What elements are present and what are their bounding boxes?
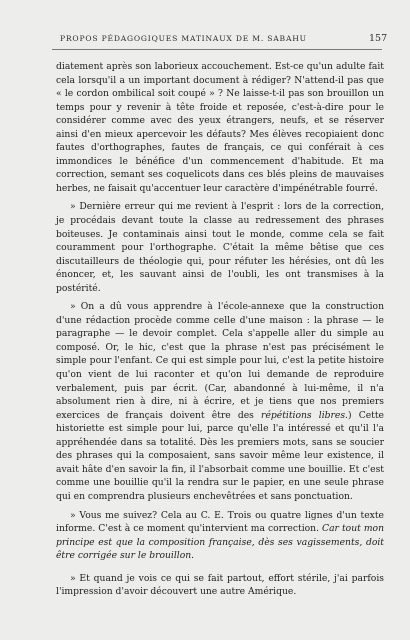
paragraph (56, 572, 384, 599)
italic-segment: répétitions libres. (261, 409, 348, 421)
header-rule (52, 49, 382, 50)
italic-segment: Car tout mon principe est que la composition française, dès ses vagissements, doit être corrigée sur le brouillon. (56, 523, 384, 562)
text-segment: » Dernière erreur qui me revient à l'esprit : lors de la correction, je procédais devant toute la classe au redressement des phrases boiteuses. Je contaminais ainsi tout le monde, comme cela se fait couramment pour l'orthographe. C'était la même bêtise que ces discutailleurs de théologie qui, pour réfuter les hérésies, ont dû les énoncer, et, les sauvant ainsi de l'oubli, les ont transmises à la postérité. (56, 201, 384, 294)
text-segment: diatement après son laborieux accouchement. Est-ce qu'un adulte fait cela lorsqu'il a un important document à rédiger? N'attend-il pas que « le cordon ombilical soit coupé » ? Ne laisse-t-il pas son brouillon un temps pour y revenir à tête froide et reposée, c'est-à-dire pour le considérer comme avec des yeux étrangers, neufs, et se réserver ainsi d'en mieux apercevoir les défauts? Mes élèves recopiaient donc fautes d'orthographes, fautes de français, ce qui conférait à ces immondices le bénéfice d'un commencement d'habitude. Et ma correction, semant ses coquelicots dans ces blés pleins de mauvaises herbes, ne faisait qu'accentuer leur caractère d'impénétrable fourré. (56, 61, 384, 194)
paragraph (56, 60, 384, 195)
text-segment: » On a dû vous apprendre à l'école-annexe que la construction d'une rédaction procède comme celle d'une maison : la phrase — le paragraphe — le devoir complet. Cela s'appelle aller du simple au composé. Or, le hic, c'est que la phrase n'est pas précisément le simple pour l'enfant. Ce qui est simple pour lui, c'est la petite histoire qu'on vient de lui raconter et qu'on lui demande de reproduire verbalement, puis par écrit. (Car, abandonné à lui-même, il n'a absolument rien à dire, ni à écrire, et je tiens que nos premiers exercices de français doivent être des (56, 301, 384, 421)
page-number: 157 (369, 33, 388, 44)
paragraph (56, 509, 384, 563)
text-segment: » Et quand je vois ce qui se fait partout, effort stérile, j'ai parfois l'impression d'avoir découvert une autre Amérique. (56, 572, 384, 598)
paragraph (56, 200, 384, 295)
body-text (56, 60, 384, 604)
paragraph (56, 300, 384, 503)
text-segment: ) Cette historiette est simple pour lui, parce qu'elle l'a intéressé et qu'il l'a appréhendée dans sa totalité. Dès les premiers mots, sans se soucier des phrases qui la composaient, sans savoir même leur existence, il avait hâte d'en savoir la fin, il l'absorbait comme une bouillie. Et c'est comme une bouillie qu'il la rendra sur le papier, en une seule phrase qui en comprendra plusieurs enchevêtrées et sans ponctuation. (56, 409, 384, 502)
running-title: PROPOS PÉDAGOGIQUES MATINAUX DE M. SABAHU (60, 34, 307, 43)
text-segment: » Vous me suivez? Cela au C. E. Trois ou quatre lignes d'un texte informe. C'est à ce moment qu'intervient ma correction. (56, 509, 384, 535)
